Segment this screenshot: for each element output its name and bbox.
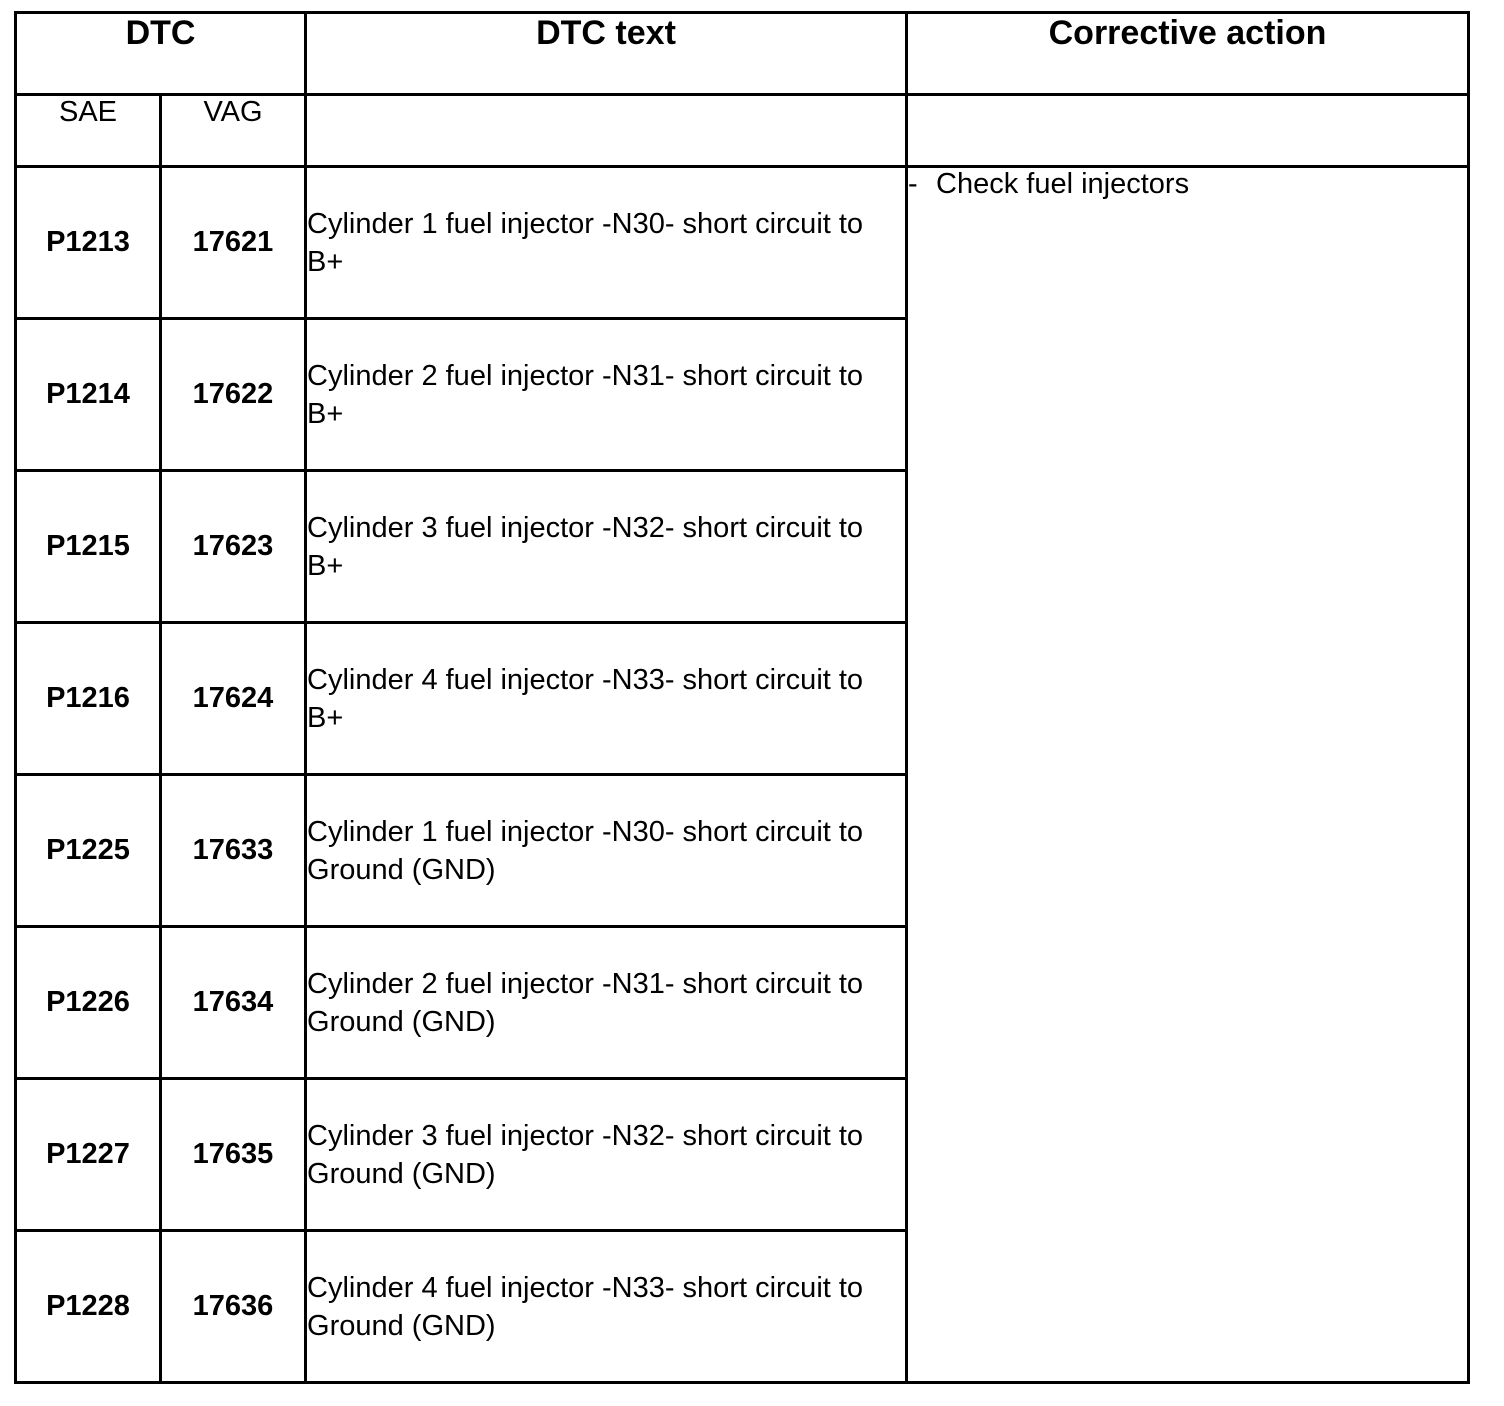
corrective-action-cell <box>907 167 1469 1383</box>
dtc-description: Cylinder 1 fuel injector -N30- short circuit to B+ <box>306 167 907 319</box>
subheader-empty-text <box>306 95 907 167</box>
dtc-description: Cylinder 2 fuel injector -N31- short circuit to Ground (GND) <box>306 927 907 1079</box>
sae-code: P1226 <box>16 927 161 1079</box>
bullet-dash: - <box>908 168 918 200</box>
sae-code: P1215 <box>16 471 161 623</box>
header-corrective-action: Corrective action <box>907 13 1469 95</box>
vag-code: 17623 <box>161 471 306 623</box>
dtc-description: Cylinder 4 fuel injector -N33- short circuit to B+ <box>306 623 907 775</box>
header-dtc: DTC <box>16 13 306 95</box>
vag-code: 17636 <box>161 1231 306 1383</box>
vag-code: 17634 <box>161 927 306 1079</box>
dtc-description: Cylinder 3 fuel injector -N32- short circuit to Ground (GND) <box>306 1079 907 1231</box>
sae-code: P1228 <box>16 1231 161 1383</box>
sae-code: P1225 <box>16 775 161 927</box>
sae-code: P1216 <box>16 623 161 775</box>
sae-code: P1213 <box>16 167 161 319</box>
sae-code: P1214 <box>16 319 161 471</box>
subheader-row <box>16 95 1469 167</box>
vag-code: 17624 <box>161 623 306 775</box>
dtc-table <box>14 11 1470 1384</box>
vag-code: 17621 <box>161 167 306 319</box>
sae-code: P1227 <box>16 1079 161 1231</box>
header-sae: SAE <box>16 95 161 167</box>
dtc-description: Cylinder 2 fuel injector -N31- short circuit to B+ <box>306 319 907 471</box>
header-vag: VAG <box>161 95 306 167</box>
table-row <box>16 167 1469 319</box>
header-dtc-text: DTC text <box>306 13 907 95</box>
dtc-description: Cylinder 4 fuel injector -N33- short circuit to Ground (GND) <box>306 1231 907 1383</box>
subheader-empty-action <box>907 95 1469 167</box>
vag-code: 17622 <box>161 319 306 471</box>
vag-code: 17633 <box>161 775 306 927</box>
corrective-action-text: Check fuel injectors <box>936 168 1190 200</box>
vag-code: 17635 <box>161 1079 306 1231</box>
dtc-description: Cylinder 3 fuel injector -N32- short circuit to B+ <box>306 471 907 623</box>
header-row <box>16 13 1469 95</box>
dtc-description: Cylinder 1 fuel injector -N30- short circuit to Ground (GND) <box>306 775 907 927</box>
